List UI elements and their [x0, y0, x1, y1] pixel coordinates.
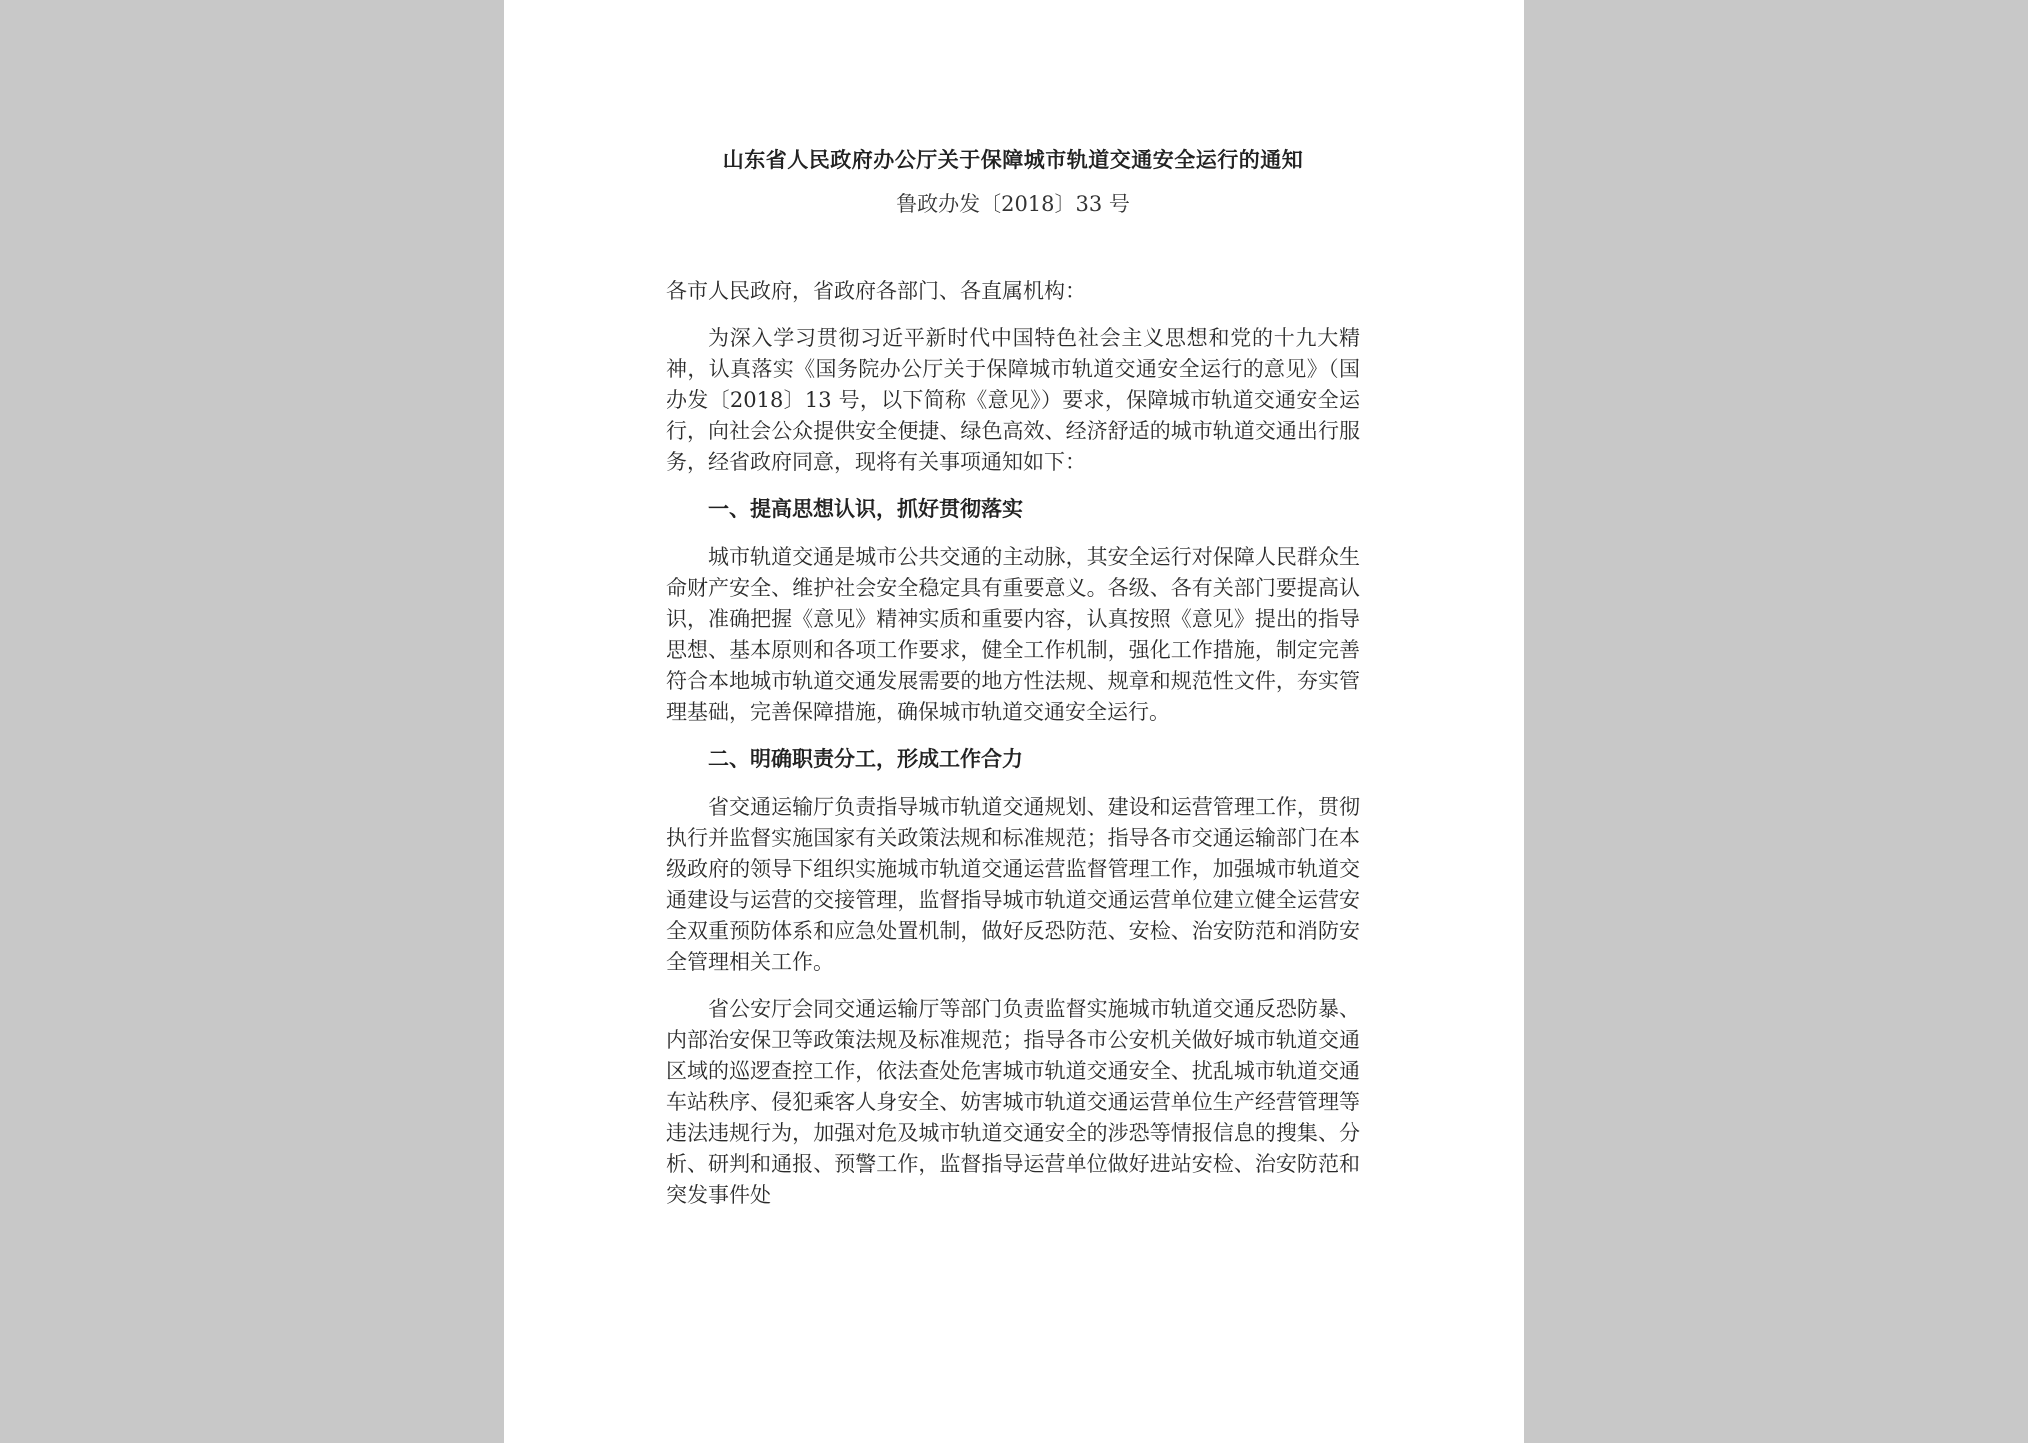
section-2-heading: 二、明确职责分工，形成工作合力 — [708, 747, 1023, 771]
document-title: 山东省人民政府办公厅关于保障城市轨道交通安全运行的通知 — [722, 148, 1304, 172]
intro-paragraph: 为深入学习贯彻习近平新时代中国特色社会主义思想和党的十九大精神，认真落实《国务院办公厅关于保障城市轨道交通安全运行的意见》（国办发〔2018〕13 号，以下简称《意见》）要求，保障城市轨道交通安全运行，向社会公众提供安全便捷、绿色高效、经济舒适的城市轨道交通出行服务，经省政府同意，现将有关事项通知如下： — [666, 326, 1360, 474]
section-1-heading: 一、提高思想认识，抓好贯彻落实 — [708, 497, 1023, 521]
salutation: 各市人民政府，省政府各部门、各直属机构： — [666, 279, 1086, 303]
document-number: 鲁政办发〔2018〕33 号 — [896, 192, 1130, 216]
section-2-paragraph-2: 省公安厅会同交通运输厅等部门负责监督实施城市轨道交通反恐防暴、内部治安保卫等政策法规及标准规范；指导各市公安机关做好城市轨道交通区域的巡逻查控工作，依法查处危害城市轨道交通安全、扰乱城市轨道交通车站秩序、侵犯乘客人身安全、妨害城市轨道交通运营单位生产经营管理等违法违规行为，加强对危及城市轨道交通安全的涉恐等情报信息的搜集、分析、研判和通报、预警工作，监督指导运营单位做好进站安检、治安防范和突发事件处 — [666, 997, 1360, 1207]
section-1-paragraph: 城市轨道交通是城市公共交通的主动脉，其安全运行对保障人民群众生命财产安全、维护社会安全稳定具有重要意义。各级、各有关部门要提高认识，准确把握《意见》精神实质和重要内容，认真按照《意见》提出的指导思想、基本原则和各项工作要求，健全工作机制，强化工作措施，制定完善符合本地城市轨道交通发展需要的地方性法规、规章和规范性文件，夯实管理基础，完善保障措施，确保城市轨道交通安全运行。 — [666, 545, 1360, 724]
section-2-paragraph-1: 省交通运输厅负责指导城市轨道交通规划、建设和运营管理工作，贯彻执行并监督实施国家有关政策法规和标准规范；指导各市交通运输部门在本级政府的领导下组织实施城市轨道交通运营监督管理工作，加强城市轨道交通建设与运营的交接管理，监督指导城市轨道交通运营单位建立健全运营安全双重预防体系和应急处置机制，做好反恐防范、安检、治安防范和消防安全管理相关工作。 — [666, 795, 1360, 974]
document-page — [504, 0, 1524, 1443]
